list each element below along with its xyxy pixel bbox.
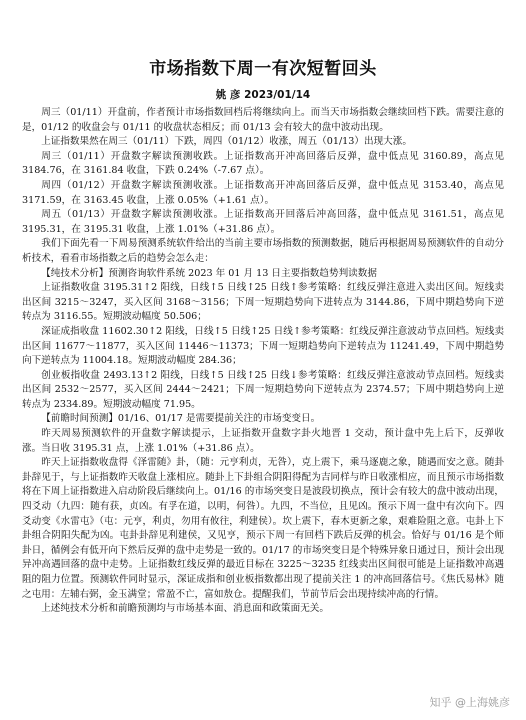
paragraph-intro: 周三（01/11）开盘前，作者预计市场指数回档后将继续向上。而当天市场指数会继续回档下跌。需要注意的是，01/12 的收盘会与 01/11 的收盘状态相反；而 01/13 会有较大的盘中波动出现。 [22,107,504,133]
article-body [22,106,504,617]
paragraph-disclaimer: 上述纯技术分析和前瞻预测均与市场基本面、消息面和政策面无关。 [41,603,329,615]
paragraph-tech-heading: 【纯技术分析】预测咨询软件系统 2023 年 01 月 13 日主要指数趋势判读数据 [41,267,377,279]
paragraph-shenzhen: 深证成指收盘 11602.30↑2 阳线，日线↑5 日线↑25 日线↑参考策略：红线反弹注意波动节点回档。短线卖出区间 11677～11877，买入区间 11446～11373；下周一短期趋势向下逆转点为 11241.49，下周中期趋势向下逆转点为 11004.18。短期波动幅度 284.36； [22,325,504,367]
paragraph-result: 上证指数果然在周三（01/11）下跌，周四（01/12）收涨，周五（01/13）出现大涨。 [41,136,412,148]
paragraph-forecast-heading: 【前瞻时间预测】01/16、01/17 是需要提前关注的市场变变日。 [41,413,321,425]
article-title: 市场指数下周一有次短暂回头 [149,59,377,79]
paragraph-analysis: 昨天上证指数收盘得《泽雷随》卦，（随：元亨利贞，无咎），克上震下，乘马逐鹿之象，随遇而安之意。随卦卦辞见于，与上证指数昨天收盘上涨相应。随卦上下卦组合阴阳得配为吉同样与昨日收涨相应，而且预示市场指数将在下周上证指数进入启动阶段后继续向上。01/16 的市场突变日是波段切换点，预计会有较大的盘中波动出现，四爻动（九四：随有获，贞凶。有孚在道，以明，何咎）。九四，不当位，且见凶。预示下周一盘中有次向下。四爻动变《水雷屯》（屯：元亨，利贞，勿用有攸往，利建侯）。坎上震下，春木更新之象，艰难险阻之意。屯卦上下卦组合阴阳失配为凶。屯卦卦辞见利建侯，又见亨，预示下周一有回档下跌后反弹的机会。恰好与 01/16 是个师卦日，循例会有低开向下然后反弹的盘中走势是一致的。01/17 的市场突变日是个特殊异象日通过日，预计会出现异冲高遇回落的盘中走势。上证指数红线反弹的最近目标在 3225～3235 红线卖出区间很可能是上证指数冲高遇阻的阻力位置。预测软件同时显示，深证成指和创业板指数都出现了提前关注 1 的冲高回落信号。《焦氏易林》随之屯用：左辅右弼，金玉满堂；常盈不亡，富如敖仓。提醒我们，节前节后会出现持续冲高的行情。 [22,457,504,600]
paragraph-thu: 周四（01/12）开盘数字解读预测收涨。上证指数高开冲高回落后反弹，盘中低点见 3153.40，高点见 3171.59，在 3163.45 收盘，上涨 0.05%（+1.61 点）。 [22,179,504,206]
paragraph-wed: 周三（01/11）开盘数字解读预测收跌。上证指数高开冲高回落后反弹，盘中低点见 3160.89，高点见 3184.76，在 3161.84 收盘，下跌 0.24%（-7.67 点）。 [22,150,504,177]
paragraph-yesterday: 昨天周易预测软件的开盘数字解读提示，上证指数开盘数字卦火地晋 1 交动，预计盘中先上后下，反弹收涨。当日收 3195.31 点，上涨 1.01%（+31.86 点）。 [22,428,504,454]
watermark: 知乎 @上海姚彦 [429,696,510,709]
paragraph-shanghai: 上证指数收盘 3195.31↑2 阳线，日线↑5 日线↑25 日线↑参考策略：红线反弹注意进入卖出区间。短线卖出区间 3215～3247，买入区间 3168～3156；下周一短期趋势向下进转点为 3144.86，下周中期趋势向下逆转点为 3116.55。短期波动幅度 50.506； [22,282,504,323]
paragraph-chinext: 创业板指收盘 2493.13↑2 阳线，日线↑5 日线↑25 日线↓参考策略：红线反弹注意波动节点回档。短线卖出区间 2532～2577，买入区间 2444～2421；下周一短期趋势向下逆转点为 2374.57；下周中期趋势向上逆转点为 2334.89。短期波动幅度 71.95。 [22,369,504,410]
paragraph-fri: 周五（01/13）开盘数字解读预测收涨。上证指数高开回落后冲高回落，盘中低点见 3161.51，高点见 3195.31，在 3195.31 收盘，上涨 1.01%（+31.86 点）。 [22,209,504,235]
byline: 姚 彦 2023/01/14 [215,89,311,101]
paragraph-preface: 我们下面先看一下周易预测系统软件给出的当前主要市场指数的预测数据，随后再根据周易预测软件的自动分析技术，看看市场指数之后的趋势会怎么走： [22,238,504,264]
